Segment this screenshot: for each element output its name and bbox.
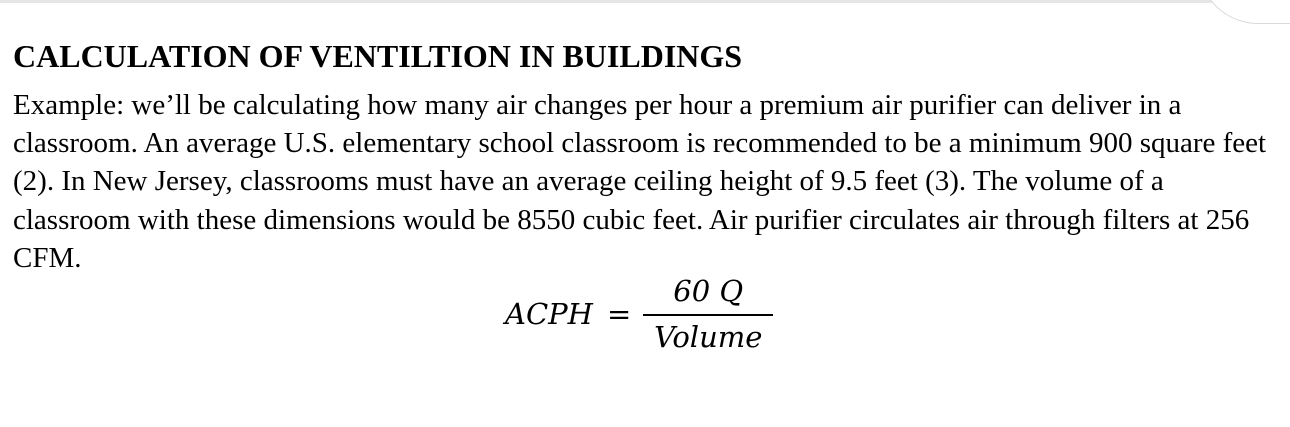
formula-numerator: 60 Q bbox=[673, 274, 744, 308]
acph-formula bbox=[505, 274, 773, 354]
document-heading: CALCULATION OF VENTILTION IN BUILDINGS bbox=[13, 38, 743, 74]
top-divider bbox=[0, 0, 1290, 3]
formula-fraction bbox=[643, 274, 773, 354]
document-body bbox=[13, 36, 1278, 277]
page-corner-tab bbox=[1198, 0, 1290, 24]
formula-equals-sign: = bbox=[606, 297, 632, 331]
formula-lhs: ACPH bbox=[505, 297, 593, 331]
formula-denominator: Volume bbox=[654, 320, 763, 354]
example-paragraph: Example: we’ll be calculating how many air changes per hour a premium air purifier can deliver in a classroom. An average U.S. elementary school classroom is recommended to be a minimum 900 square feet (2). In New Jersey, classrooms must have an average ceiling height of 9.5 feet (3). The volume of a classroom with these dimensions would be 8550 cubic feet. Air purifier circulates air through filters at 256 CFM. bbox=[13, 89, 1267, 274]
